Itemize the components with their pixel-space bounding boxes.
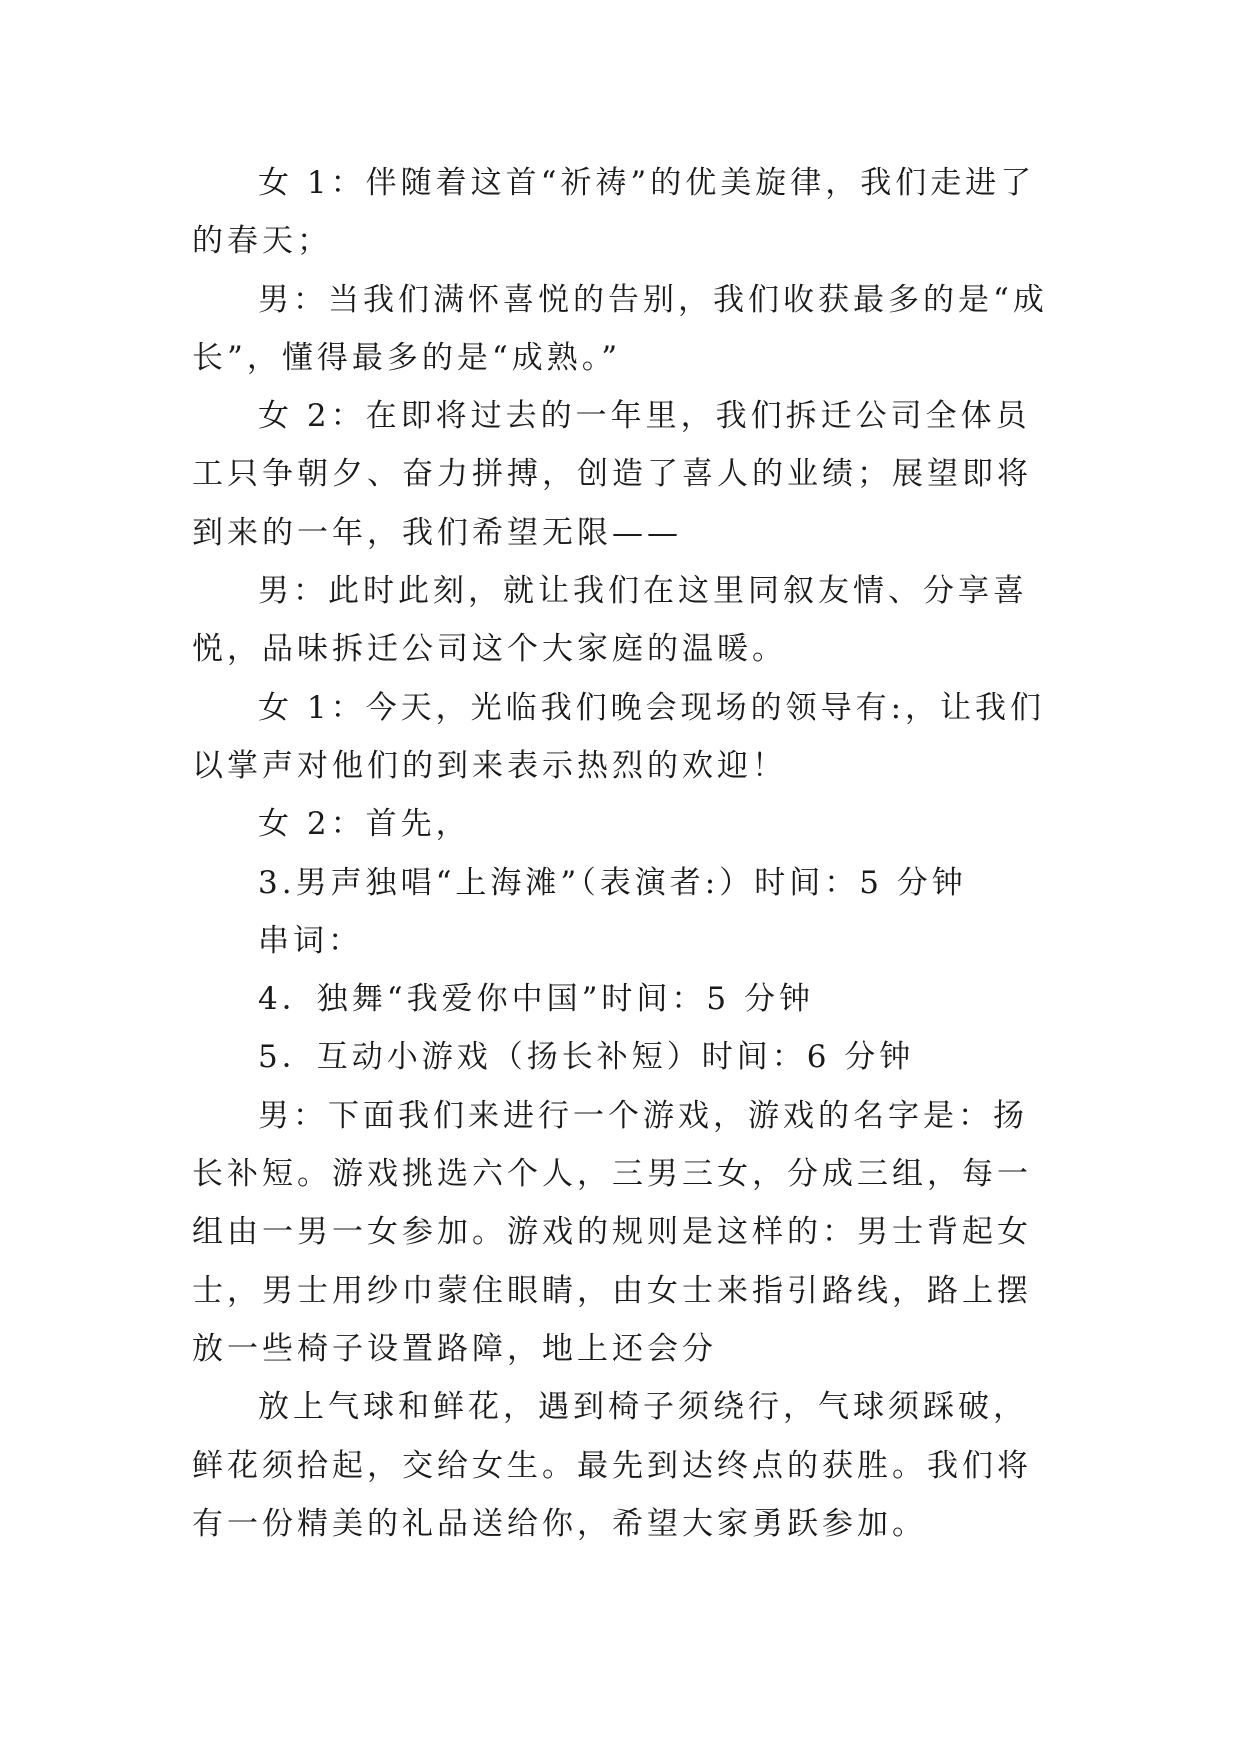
paragraph: 男：此时此刻，就让我们在这里同叙友情、分享喜悦，品味拆迁公司这个大家庭的温暖。 bbox=[192, 573, 1028, 668]
paragraph: 女 2：在即将过去的一年里，我们拆迁公司全体员工只争朝夕、奋力拼搏，创造了喜人的业绩；展望即将到来的一年，我们希望无限—— bbox=[192, 398, 1032, 551]
paragraph: 女 2：首先， bbox=[258, 806, 471, 843]
document-body bbox=[192, 154, 1052, 1553]
paragraph: 放上气球和鲜花，遇到椅子须绕行，气球须踩破，鲜花须拾起，交给女生。最先到达终点的获胜。我们将有一份精美的礼品送给你，希望大家勇跃参加。 bbox=[192, 1389, 1032, 1542]
paragraph: 女 1：伴随着这首“祈祷”的优美旋律，我们走进了的春天； bbox=[192, 165, 1036, 260]
paragraph: 4．独舞“我爱你中国”时间：5 分钟 bbox=[258, 981, 814, 1018]
paragraph: 3.男声独唱“上海滩”（表演者:）时间：5 分钟 bbox=[258, 864, 967, 901]
paragraph: 男：当我们满怀喜悦的告别，我们收获最多的是“成长”，懂得最多的是“成熟。” bbox=[192, 281, 1048, 376]
paragraph: 5．互动小游戏（扬长补短）时间：6 分钟 bbox=[258, 1039, 915, 1076]
paragraph: 串词： bbox=[258, 922, 363, 959]
paragraph: 男：下面我们来进行一个游戏，游戏的名字是：扬长补短。游戏挑选六个人，三男三女，分成三组，每一组由一男一女参加。游戏的规则是这样的：男士背起女士，男士用纱巾蒙住眼睛，由女士来指引路线，路上摆放一些椅子设置路障，地上还会分 bbox=[192, 1097, 1032, 1367]
paragraph: 女 1：今天，光临我们晚会现场的领导有:，让我们以掌声对他们的到来表示热烈的欢迎！ bbox=[192, 689, 1046, 784]
